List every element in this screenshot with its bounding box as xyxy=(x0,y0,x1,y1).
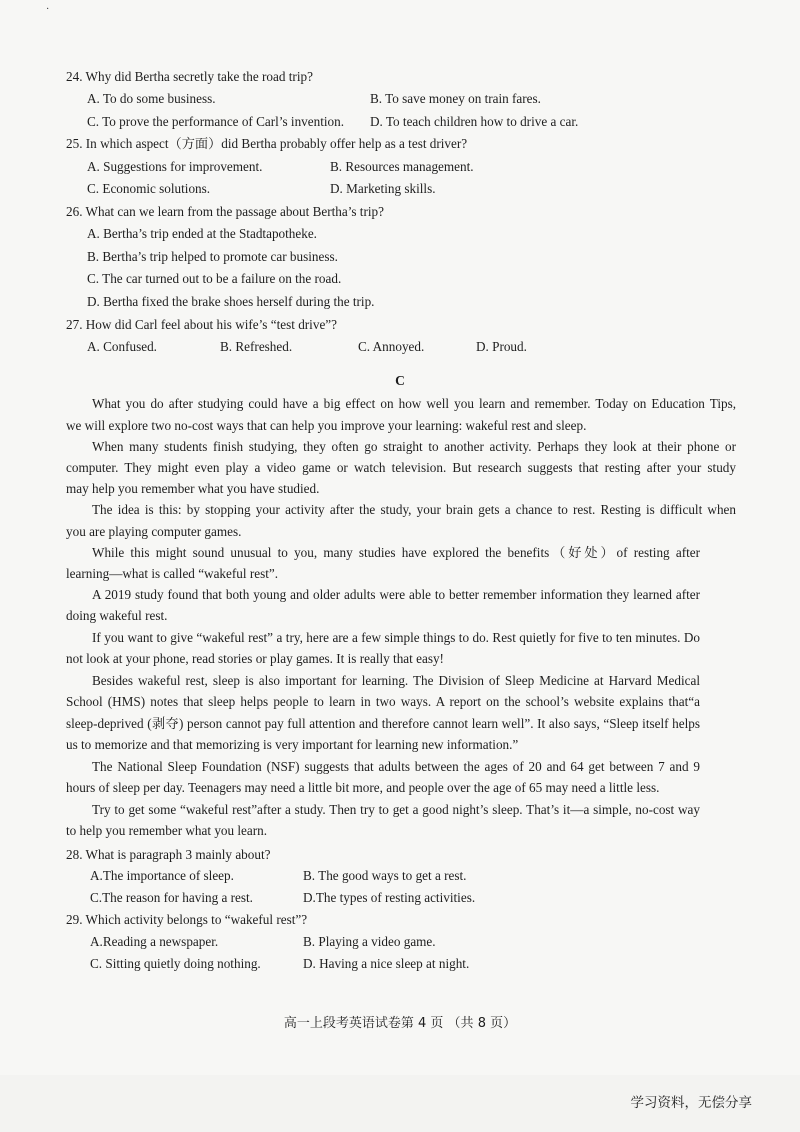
question-27-option-b: B. Refreshed. xyxy=(220,339,293,354)
watermark-text: 学习资料，无偿分享 xyxy=(630,1095,752,1111)
question-24-stem: 24. Why did Bertha secretly take the road trip? xyxy=(66,69,313,84)
question-27-option-d: D. Proud. xyxy=(476,339,527,354)
passage-line-5: may help you remember what you have studied. xyxy=(66,481,320,496)
question-24-option-d: D. To teach children how to drive a car. xyxy=(370,114,579,129)
question-26-option-c: C. The car turned out to be a failure on the road. xyxy=(87,271,342,286)
question-25-option-d: D. Marketing skills. xyxy=(330,181,436,196)
passage-line-2: we will explore two no-cost ways that can help you improve your learning: wakeful rest and sleep. xyxy=(66,418,587,433)
question-26-option-a: A. Bertha’s trip ended at the Stadtapotheke. xyxy=(87,226,317,241)
question-27-stem: 27. How did Carl feel about his wife’s “test drive”? xyxy=(66,317,337,332)
question-24-option-a: A. To do some business. xyxy=(87,91,216,106)
passage-line-9: learning—what is called “wakeful rest”. xyxy=(66,566,279,581)
question-28-option-d: D.The types of resting activities. xyxy=(303,890,476,905)
passage-line-15: School (HMS) notes that sleep helps people to learn in two ways. A report on the school’s website explains that“a xyxy=(66,694,700,709)
question-25-option-a: A. Suggestions for improvement. xyxy=(87,159,263,174)
passage-line-18: The National Sleep Foundation (NSF) suggests that adults between the ages of 20 and 64 get between 7 and 9 xyxy=(92,759,700,774)
question-28-option-b: B. The good ways to get a rest. xyxy=(303,868,467,883)
question-25-option-b: B. Resources management. xyxy=(330,159,474,174)
page-corner-mark: · xyxy=(46,4,50,15)
question-29-stem: 29. Which activity belongs to “wakeful rest”? xyxy=(66,912,308,927)
passage-line-8: While this might sound unusual to you, many studies have explored the benefits（好处）of resting after xyxy=(92,545,700,560)
passage-line-12: If you want to give “wakeful rest” a try, here are a few simple things to do. Rest quietly for five to ten minutes. Do xyxy=(92,630,700,645)
question-28-option-c: C.The reason for having a rest. xyxy=(90,890,253,905)
question-28-option-a: A.The importance of sleep. xyxy=(90,868,234,883)
passage-line-16: sleep-deprived (剥夺) person cannot pay full attention and therefore cannot learn well”. It also says, “Sleep itself helps xyxy=(66,716,700,731)
question-27-option-c: C. Annoyed. xyxy=(358,339,425,354)
question-29-option-a: A.Reading a newspaper. xyxy=(90,934,219,949)
passage-line-19: hours of sleep per day. Teenagers may need a little bit more, and people over the age of 65 may need a little less. xyxy=(66,780,660,795)
passage-line-6: The idea is this: by stopping your activity after the study, your brain gets a chance to rest. Resting is difficult when xyxy=(92,502,736,517)
passage-line-21: to help you remember what you learn. xyxy=(66,823,268,838)
passage-line-7: you are playing computer games. xyxy=(66,524,242,539)
section-c-title: C xyxy=(395,373,405,388)
question-29-option-c: C. Sitting quietly doing nothing. xyxy=(90,956,261,971)
question-26-option-b: B. Bertha’s trip helped to promote car business. xyxy=(87,249,338,264)
question-27-option-a: A. Confused. xyxy=(87,339,157,354)
question-29-option-d: D. Having a nice sleep at night. xyxy=(303,956,470,971)
passage-line-1: What you do after studying could have a big effect on how well you learn and remember. Today on Education Tips, xyxy=(92,396,736,411)
question-25-stem: 25. In which aspect（方面）did Bertha probably offer help as a test driver? xyxy=(66,136,468,151)
question-24-option-c: C. To prove the performance of Carl’s invention. xyxy=(87,114,345,129)
passage-line-3: When many students finish studying, they often go straight to another activity. Perhaps they look at their phone or xyxy=(92,439,736,454)
passage-line-11: doing wakeful rest. xyxy=(66,608,168,623)
question-29-option-b: B. Playing a video game. xyxy=(303,934,436,949)
passage-line-20: Try to get some “wakeful rest”after a study. Then try to get a good night’s sleep. That’s it—a simple, no-cost way xyxy=(92,802,700,817)
passage-line-4: computer. They might even play a video game or watch television. But research suggests that resting after your study xyxy=(66,460,736,475)
question-26-option-d: D. Bertha fixed the brake shoes herself during the trip. xyxy=(87,294,375,309)
passage-line-13: not look at your phone, read stories or play games. It is really that easy! xyxy=(66,651,444,666)
passage-line-14: Besides wakeful rest, sleep is also important for learning. The Division of Sleep Medicine at Harvard Medical xyxy=(92,673,700,688)
page-footer: 高一上段考英语试卷第 4 页 （共 8 页） xyxy=(283,1016,517,1031)
passage-line-10: A 2019 study found that both young and older adults were able to better remember information they learned after xyxy=(92,587,700,602)
question-25-option-c: C. Economic solutions. xyxy=(87,181,211,196)
passage-line-17: us to memorize and that memorizing is very important for learning new information.” xyxy=(66,737,519,752)
question-28-stem: 28. What is paragraph 3 mainly about? xyxy=(66,847,271,862)
question-24-option-b: B. To save money on train fares. xyxy=(370,91,541,106)
question-26-stem: 26. What can we learn from the passage about Bertha’s trip? xyxy=(66,204,384,219)
